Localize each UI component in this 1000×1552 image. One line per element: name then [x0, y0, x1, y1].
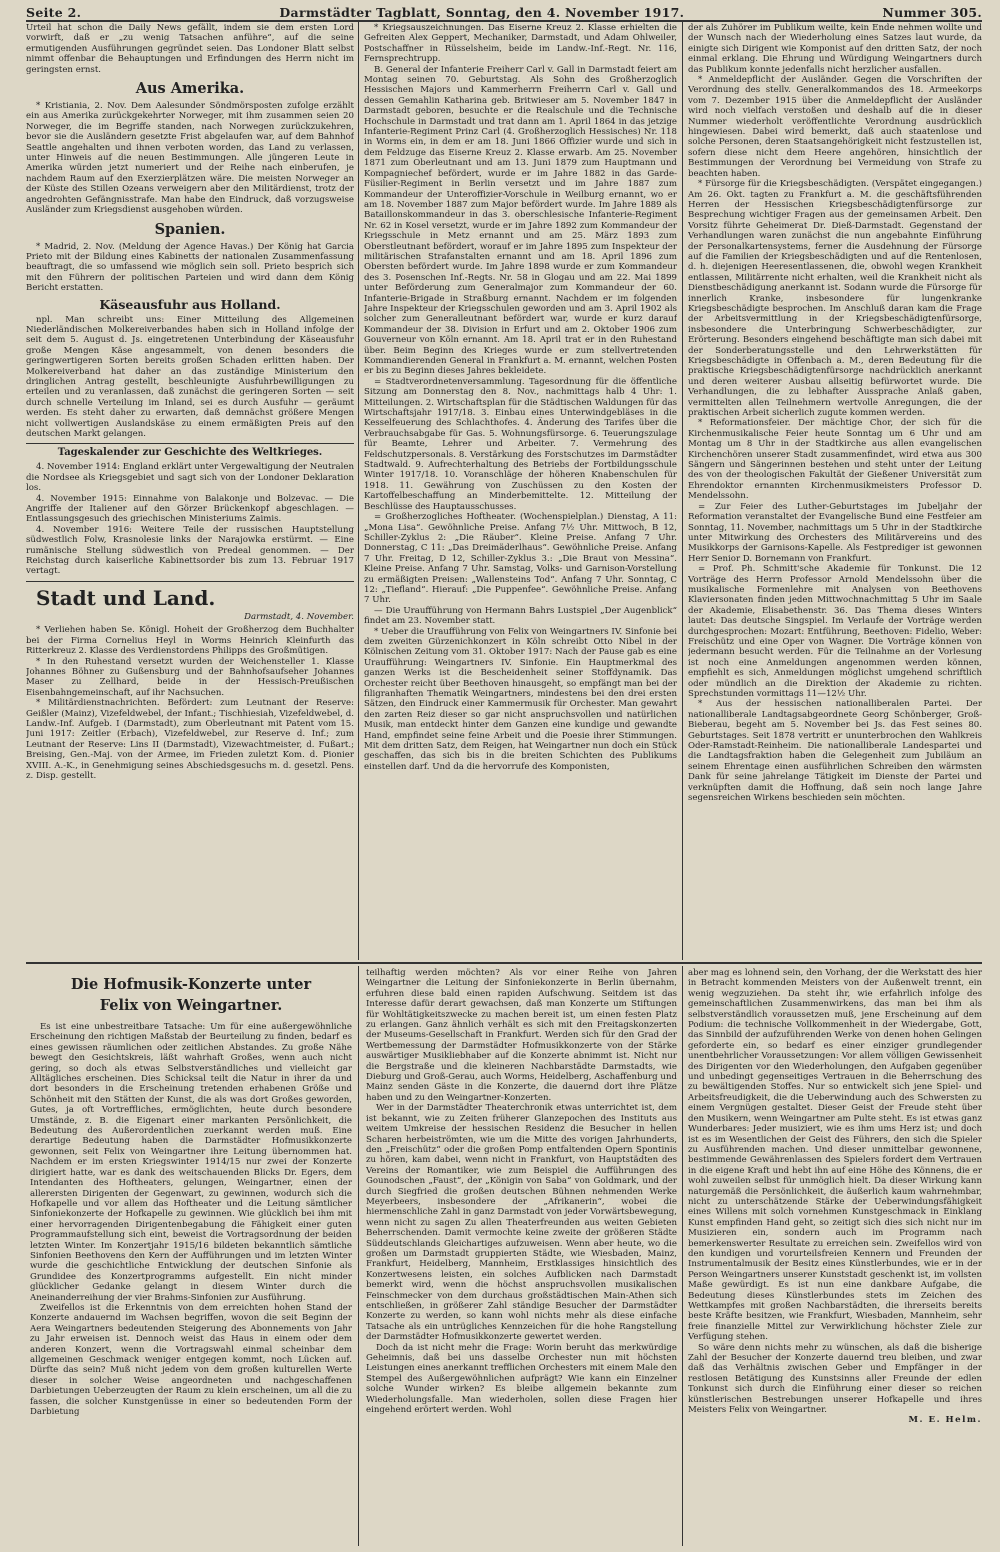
article-text: * Madrid, 2. Nov. (Meldung der Agence Havas.) Der König hat Garcia Prieto mit der Bildung eines Kabinetts der nationalen Zusammenfassung beauftragt, die so umfassend wie möglich sein soll. Prieto besprich sich mit den Führern der politischen Parteien und wird dann dem König Bericht erstatten.	[26, 241, 354, 294]
column-rule	[358, 22, 359, 960]
calendar-entry: 4. November 1916: Weitere Teile der russischen Hauptstellung südwestlich Folw, Krasnolesie links der Narajowka erstürmt. — Eine rumänische Stellung südwestlich von Predeal genommen. — Der Reichstag durch kaiserliche Kabinettsorder bis zum 13. Februar 1917 vertagt.	[26, 524, 354, 577]
article-text: * Reformationsfeier. Der mächtige Chor, der sich für die Kirchenmusikalische Feier heute Sonntag um 6 Uhr und am Montag um 8 Uhr in der Stadtkirche aus allen evangelischen Kirchenchören unserer Stadt zusammenfindet, wird etwa aus 300 Sängern und Sängerinnen bestehen und steht unter der Leitung des von der theologischen Fakultät der Gießener Universität zum Ehrendoktor ernannten Kirchenmusikmeisters Professor D. Mendelssohn.	[688, 418, 982, 502]
article-text: * Militärdienstnachrichten. Befördert: zum Leutnant der Reserve: Geißler (Mainz), Vizefeldwebel, der Infant.; Tischhiesiah, Vizefeldwebel, d. Landw.-Inf. Aufgeb. I (Darmstadt), zum Oberleutnant mit Patent vom 15. Juni 1917: Zeitler (Erbach), Vizefeldwebel, zur Reserve d. Inf.; zum Leutnant der Reserve: Lins II (Darmstadt), Vizewachtmeister, d. Fußart.; Breising, Gen.-Maj. von der Armee, im Frieden zuletzt Kom. d. Pionier XVIII. A.-K., in Genehmigung seines Abschiedsgesuchs m. d. gesetzl. Pens. z. Disp. gestellt.	[26, 698, 354, 781]
calendar-entry: 4. November 1914: England erklärt unter Vergewaltigung der Neutralen die Nordsee als Kriegsgebiet und sagt sich von der Londoner Deklaration los.	[26, 462, 354, 494]
section-heading: Stadt und Land.	[36, 585, 216, 610]
column-rule	[682, 966, 683, 1546]
article-text: * Fürsorge für die Kriegsbeschädigten. (Verspätet eingegangen.) Am 26. Okt. tagten zu Frankfurt a. M. die geschäftsführenden Herren der Hessischen Kriegsbeschädigtenfürsorge zur Besprechung wichtiger Fragen aus der gemeinsamen Arbeit. Den Vorsitz führte Geheimerat Dr. Dieß-Darmstadt. Gegenstand der Verhandlungen waren zunächst die nun angebahnte Einführung der Personalkartensystems, ferner die Ausdehnung der Fürsorge auf die Familien der Kriegsbeschädigten und auf die Rentenlosen, d. h. diejenigen Heeresentlassenen, die, obwohl wegen Krankheit entlassen, Militärrente nicht erhalten, weil die Krankheit nicht als Dienstbeschädigung anerkannt ist. Sodann wurde die Fürsorge für innerlich Kranke, insbesondere für lungenkranke Kriegsbeschädigte besprochen. Im Anschluß daran kam die Frage der Arbeitsvermittlung in der Kriegsbeschädigtenfürsorge, insbesondere die Unterbringung Schwerbeschädigter, zur Erörterung. Besonders eingehend beschäftigte man sich dabei mit der Sonderberatungsstelle und den Lehrwerkstätten für Kriegsbeschädigte in Offenbach a. M., deren Bedeutung für die praktische Kriegsbeschädigtenfürsorge nachdrücklich anerkannt und deren weiterer Ausbau allseitig befürwortet wurde. Die Verhandlungen, die zu lebhafter Aussprache Anlaß gaben, vermittelten allen Teilnehmern wertvolle Anregungen, die der praktischen Arbeit sicherlich zugute kommen werden.	[688, 179, 982, 419]
dateline: Darmstadt, 4. November.	[244, 611, 354, 622]
feuilleton-column-2	[366, 968, 677, 1546]
column-1	[26, 23, 354, 960]
article-text: npl. Man schreibt uns: Einer Mitteilung des Allgemeinen Niederländischen Molkereiverbandes haben sich in Holland infolge der seit dem 5. August d. Js. eingetretenen Unterbindung der Käseausfuhr große Mengen Käse angesammelt, von denen besonders die geringwertigeren Sorten bereits großen Schaden erlitten haben. Der Molkereiverband hat daher an das zuständige Ministerium den dringlichen Antrag gestellt, beschleunigte Ausfuhrbewilligungen zu erteilen und zu veranlassen, daß zunächst die geringeren Sorten — seit durch schnelle Verteilung im Inland, sei es durch Ausfuhr — geräumt werden. Es steht daher zu erwarten, daß demnächst größere Mengen nicht vollwertigen Auslandskäse zu einem ermäßigten Preis auf den deutschen Markt gelangen.	[26, 314, 354, 439]
article-text: * Verliehen haben Se. Königl. Hoheit der Großherzog dem Buchhalter bei der Firma Cornelius Heyl in Worms Heinrich Kleinfurth das Ritterkreuz 2. Klasse des Verdienstordens Philipps des Großmütigen.	[26, 625, 354, 657]
article-text: aber mag es lohnend sein, den Vorhang, der die Werkstatt des hier in Betracht kommenden Meisters von der Außenwelt trennt, ein wenig wegzuziehen. Da steht ihr, wie erfahrlich infolge des gemeinschaftlichen Zusammenwirkens, das man bei ihm als selbstverständlich voraussetzen muß, jene Erscheinung auf dem Podium: die technische Vollkommenheit in der Wiedergabe, Gott, das Sinnbild der aufzuführenden Werke von denen hohen Gelingen geforderte ein, so bedarf es einer einziger grundlegender unentbehrlicher Voraussetzungen: Vor allem völligen Gewissenheit des Dirigenten vor den Wiederholungen, den Aufgaben gegenüber und unbedingt gegenseitiges Vertrauen in die Beherrschung des zu bewältigenden Stoffes. Nur so entwickelt sich jene Spiel- und Arbeitsfreudigkeit, die die Ueberwindung auch des Schwersten zu einem Vergnügen gestaltet. Dieser Geist der Freude steht über den Musikern, wenn Weingartner am Pulte steht. Es ist etwas ganz Wunderbares: Jeder musiziert, wie es ihm ums Herz ist; und doch ist es im Wesentlichen der Geist des Führers, den sich die Spieler zu Ausführenden machen. Und dieser unmittelbar gewonnene, bestimmende Gewährenlassen des Spielers fordert dem Vertrauen in die eigene Kraft und hebt ihn auf eine Höhe des Könnens, die er wohl zuweilen selbst für unmöglich hielt. Da dieser Wirkung kann naturgemäß die Persönlichkeit, die äußerlich kaum wahrnehmbar, nicht zu unterschätzende Stärke der Ueberwindungsfähigkeit eines Willens mit solch vornehmen Kunstgeschmack in Einklang Kunst empfinden Hand geht, so zeitigt sich dies sich nicht nur im Musizieren ein, sondern auch im Programm nach bemerkenswerter Resultate zu erreichen sein. Zweifellos wird von den kundigen und vorurteilsfreien Kennern und Freunden der Instrumentalmusik der Besitz eines Künstlerbundes, wie er in der Person Weingartners unserer Kunststadt geschenkt ist, im vollsten Maße gewürdigt. Es ist nun eine dankbare Aufgabe, die Bedeutung dieses Künstlerbundes stets im Zeichen des Wettkampfes mit großen Nachbarstädten, die ihrerseits bereits beste Kräfte besitzen, wie Frankfurt, Wiesbaden, Mannheim, sehr freie finanzielle Mittel zur Verwirklichung höchster Ziele zur Verfügung stehen.	[688, 968, 982, 1343]
masthead	[26, 4, 982, 20]
article-text: * Kristiania, 2. Nov. Dem Aalesunder Söndmörsposten zufolge erzählt ein aus Amerika zurückgekehrter Norweger, mit ihm zusammen seien 20 Norweger, die im Begriffe standen, nach Norwegen zurückzukehren, bevor sie die Ausländern gesetzte Frist abgelaufen war, auf dem Bahnhof Seattle angehalten und ihnen verboten worden, das Land zu verlassen, unter Hinweis auf die neuen Bestimmungen. Alle jüngeren Leute in Amerika würden jetzt numeriert und der Reihe nach einberufen, je nachdem Raum auf den Exerzierplätzen wäre. Die meisten Norweger an der Küste des Stillen Ozeans verweigern aber den Militärdienst, trotz der angedrohten Gefängnisstrafe. Man habe den Eindruck, daß vorzugsweise Ausländer zum Kriegsdienst ausgehoben würden.	[26, 101, 354, 216]
column-rule	[358, 966, 359, 1546]
column-rule	[682, 22, 683, 960]
article-text: Wer in der Darmstädter Theaterchronik etwas unterrichtet ist, dem ist bekannt, wie zu Zeiten früherer Glanzepochen des Instituts aus weitem Umkreise der hessischen Residenz die Besucher in hellen Scharen herbeiströmten, wie um die Mitte des vorigen Jahrhunderts, den „Freischütz“ oder die großen Pomp entfaltenden Opern Spontinis zu hören, kam dabei, wenn nicht in Frankfurt, von Hauptstädten des Vereins der Romantiker, wie zum Beispiel die Aufführungen des Gounodschen „Faust“, der „Königin von Saba“ von Goldmark, und der durch Siegfried die großen deutschen Bühnen nehmenden Werke Meyerbeers, insbesondere der „Afrikanerin“, wobei die hiermenschliche Zahl in ganz Darmstadt von jeder Vorwärtsbewegung, wenn nicht zu sagen Zu allen Theaterfreunden aus weiten Gebieten Beherrschenden. Damit vermochte keine zweite der größeren Städte Süddeutschlands Gleichartiges aufzuweisen. Wenn aber heute, wo die großen um Darmstadt gruppierten Städte, wie Wiesbaden, Mainz, Frankfurt, Heidelberg, Mannheim, Erstklassiges hinsichtlich des Konzertwesens leisten, ein solches Aufblicken nach Darmstadt bemerkt wird, wenn die höchst anspruchsvollen musikalischen Feinschmecker von dem durchaus großstädtischen Main-Athen sich entschließen, in größerer Zahl ständige Besucher der Darmstädter Konzerte zu werden, so kann wohl nichts mehr als diese einfache Tatsache als ein untrügliches Kennzeichen für die hohe Rangstellung der Darmstädter Hofmusikkonzerte gewertet werden.	[366, 1103, 677, 1343]
feuilleton-title-line-2: Felix von Weingartner.	[99, 997, 283, 1014]
column-3	[688, 23, 982, 960]
article-text: * In den Ruhestand versetzt wurden der Weichensteller 1. Klasse Johannes Böhner zu Gußensburg und der Bahnhofsaufseher Johannes Maser zu Zellhard, beide in der Hessisch-Preußischen Eisenbahngemeinschaft, auf ihr Nachsuchen.	[26, 656, 354, 698]
article-text: So wäre denn nichts mehr zu wünschen, als daß die bisherige Zahl der Besucher der Konzerte dauernd treu bleiben, und zwar daß das Verhältnis zwischen Geber und Empfänger in der restlosen Betätigung des Kunstsinns aller Freunde der edlen Tonkunst sich durch die Einführung einer dieser so reichen künstlerischen Bestrebungen unserer Hofkapelle und ihres Meisters Felix von Weingartner.	[688, 1342, 982, 1416]
article-text: B. General der Infanterie Freiherr Carl v. Gall in Darmstadt feiert am Montag seinen 70. Geburtstag. Als Sohn des Großherzoglich Hessischen Majors und Kammerherrn Freiherrn Carl v. Gall und dessen Gemahlin Katharina geb. Britwieser am 5. November 1847 in Darmstadt geboren, besuchte er die Realschule und die Technische Hochschule in Darmstadt und trat dann am 1. April 1864 in das jetzige Infanterie-Regiment Prinz Carl (4. Großherzoglich Hessisches) Nr. 118 in Worms ein, in dem er am 18. Juni 1866 Offizier wurde und sich in dem Feldzuge das Eiserne Kreuz 2. Klasse erwarb. Am 25. November 1871 zum Oberleutnant und am 13. Juni 1879 zum Hauptmann und Kompagniechef befördert, wurde er im Jahre 1882 in das Garde-Füsilier-Regiment in Berlin versetzt und im Jahre 1887 zum Kommandeur der Unteroffizier-Vorschule in Weilburg ernannt, wo er am 18. November 1887 zum Major befördert wurde. Im Jahre 1889 als Bataillonskommandeur in das 3. oberschlesische Infanterie-Regiment Nr. 62 in Kosel versetzt, wurde er im Jahre 1892 zum Kommandeur der Kriegsschule in Metz ernannt und am 25. März 1893 zum Oberstleutnant befördert, worauf er im Jahre 1895 zum Inspekteur der militärischen Strafanstalten ernannt und am 18. April 1896 zum Obersten befördert wurde. Im Jahre 1898 wurde er zum Kommandeur des 3. Posenschen Inf.-Regts. Nr. 58 in Glogau und am 22. Mai 1899 unter Beförderung zum Generalmajor zum Kommandeur der 60. Infanterie-Brigade in Straßburg ernannt. Nachdem er im folgenden Jahre Inspekteur der Kriegsschulen geworden und am 3. April 1902 als solcher zum Generalleutnant befördert war, wurde er kurz darauf Kommandeur der 38. Division in Erfurt und am 2. Oktober 1906 zum Gouverneur von Köln ernannt. Am 18. April trat er in den Ruhestand über. Beim Beginn des Krieges wurde er zum stellvertretenden Kommandierenden General in Frankfurt a. M. ernannt, welchen Posten er bis zu Beginn dieses Jahres bekleidete.	[364, 64, 677, 377]
section-heading: Aus Amerika.	[135, 80, 245, 98]
article-text: * Anmeldepflicht der Ausländer. Gegen die Vorschriften der Verordnung des stellv. Generalkommandos des 18. Armeekorps vom 7. Dezember 1915 über die Anmeldepflicht der Ausländer wird noch vielfach verstoßen und deshalb auf die in dieser Nummer wiederholt veröffentlichte Verordnung ausdrücklich hingewiesen. Dabei wird bemerkt, daß auch staatenlose und solche Personen, deren Staatsangehörigkeit nicht festzustellen ist, sofern diese nicht dem Heere angehören, hinsichtlich der Bestimmungen der Verordnung bei Vermeidung von Strafe zu beachten haben.	[688, 75, 982, 179]
column-2	[364, 23, 677, 960]
divider	[26, 443, 354, 444]
article-text: Zweifellos ist die Erkenntnis von dem erreichten hohen Stand der Konzerte andauernd im Wachsen begriffen, wovon die seit Beginn der Aera Weingartners bedeutenden Steigerung des Abonnements von Jahr zu Jahr erweisen ist. Dennoch weist das Haus in einem oder dem anderen Konzert, wenn die Vortragswahl einmal scheinbar dem allgemeinen Geschmack weniger entgegen kommt, noch Lücken auf. Dürfte das sein? Muß nicht jedem von dem großen kulturellen Werte dieser in solcher Weise angeordneten und nachgeschaffenen Darbietungen Ueberzeugten der Raum zu klein erscheinen, um all die zu fassen, die solcher Kunstgenüsse in einer so bedeutenden Form der Darbietung	[30, 1302, 352, 1418]
article-text: = Zur Feier des Luther-Geburtstages im Jubeljahr der Reformation veranstaltet der Evangelische Bund eine Festfeier am Sonntag, 11. November, nachmittags um 5 Uhr in der Stadtkirche unter Mitwirkung des Orchesters des Militärvereins und des Musikkorps der Garnisons-Kapelle. Als Festprediger ist gewonnen Herr Senior D. Bornemann von Frankfurt.	[688, 501, 982, 564]
page-number: Seite 2.	[26, 4, 82, 20]
feuilleton-title-line-1: Die Hofmusik-Konzerte unter	[70, 976, 312, 993]
article-text: = Stadtverordnetenversammlung. Tagesordnung für die öffentliche Sitzung am Donnerstag den 8. Nov., nachmittags halb 4 Uhr: 1. Mitteilungen. 2. Wirtschaftsplan für die Städtischen Waldungen für das Wirtschaftsjahr 1917/18. 3. Einbau eines Unterwindgebläses in die Kesselfeuerung des Schlachthofes. 4. Änderung des Tarifes über die Verbrauchsabgabe für Gas. 5. Wohnungsfürsorge. 6. Teuerungszulage für Beamte, Lehrer und Arbeiter. 7. Vermehrung des Feldschutzpersonals. 8. Verstärkung des Forstschutzes im Darmstädter Stadtwald. 9. Aufrechterhaltung des Betriebs der Fortbildungsschule Winter 1917/18. 10. Voranschläge der höheren Knabenschulen für 1918. 11. Gewährung von Zuschüssen zu den Kosten der Kartoffelbeschaffung an Minderbemittelte. 12. Mitteilung der Beschlüsse des Hauptausschusses.	[364, 376, 677, 512]
masthead-rule	[26, 20, 982, 22]
feuilleton-rule	[26, 962, 982, 964]
calendar-entry: 4. November 1915: Einnahme von Balakonje und Bolzevac. — Die Angriffe der Italiener auf den Görzer Brückenkopf abgeschlagen. — Entlassungsgesuch des griechischen Ministeriums Zaimis.	[26, 493, 354, 525]
feuilleton-column-1	[30, 968, 352, 1546]
article-text: = Prof. Ph. Schmitt'sche Akademie für Tonkunst. Die 12 Vorträge des Herrn Professor Arnold Mendelssohn über die musikalische Formenlehre mit Analysen von Beethovens Klaviersonaten finden jeden Mittwochnachmittag 5 Uhr im Saale der Akademie, Elisabethenstr. 36. Das Thema dieses Winters lautet: Das deutsche Singspiel. Im Verlaufe der Vorträge werden durchgesprochen: Mozart: Entführung, Beethoven: Fidelio, Weber: Freischütz und eine Oper von Wagner. Die Vorträge können von jedermann besucht werden. Für die Teilnahme an der Vorlesung ist noch eine Anmeldungen angenommen werden können, empfiehlt es sich, Anmeldungen möglichst umgehend schriftlich oder mündlich an die Direktion der Akademie zu richten. Sprechstunden vormittags 11—12½ Uhr.	[688, 564, 982, 699]
article-text: teilhaftig werden möchten? Als vor einer Reihe von Jahren Weingartner die Leitung der Sinfoniekonzerte in Berlin übernahm, erfuhren diese bald einen rapiden Aufschwung. Seitdem ist das Interesse dafür derart gewachsen, daß man Konzerte um Stiftungen für Wohltätigkeitszwecke zu machen bereit ist, um einen festen Platz zu erlangen. Ganz ähnlich verhält es sich mit den Freitagskonzerten der Museums-Gesellschaft in Frankfurt. Werden sich für den Grad der Wertbemessung der Darmstädter Hofmusikkonzerte von der Stärke auswärtiger Musikliebhaber auf die Konzerte abnimmt ist. Nicht nur die Bergstraße und die kleineren Nachbarstädte Darmstadts, wie Dieburg und Groß-Gerau, auch Worms, Heidelberg, Aschaffenburg und Mainz senden Gäste in die Konzerte, die dauernd dort ihre Plätze haben und zu den Weingartner-Konzerten.	[366, 968, 677, 1103]
article-text: Urteil hat schon die Daily News gefällt, indem sie dem ersten Lord vorwirft, daß er „zu wenig Tatsachen anführe“, auf die seine ermutigenden Ausführungen gegründet seien. Das Londoner Blatt selbst nimmt offenbar die Behauptungen und Erfindungen des Herrn nicht im geringsten ernst.	[26, 23, 354, 75]
section-heading: Spanien.	[154, 220, 226, 238]
article-text: * Ueber die Uraufführung von Felix von Weingartners IV. Sinfonie bei dem zweiten Gürzenichkonzert in Köln schreibt Otto Nibel in der Kölnischen Zeitung vom 31. Oktober 1917: Nach der Pause gab es eine Uraufführung: Weingartners IV. Sinfonie. Ein Hauptmerkmal des ganzen Werks ist die Bescheidenheit seiner Stoffdynamik. Das Orchester reicht über Beethoven hinausgeht, so empfängt man bei der filigranhaften Thematik Weingartners, mindestens bei den drei ersten Sätzen, den Eindruck einer Kammermusik für Orchester. Man gewahrt den zarten Reiz dieser so gar nicht anspruchsvollen und natürlichen Musik, man entdeckt hinter dem Ganzen eine kundige und gewandte Hand, empfindet seine feine Arbeit und die Poesie ihrer Stimmungen. Mit dem dritten Satz, dem Reigen, hat Weingartner nun doch ein Stück geschaffen, das sich bis in die breiten Schichten des Publikums einstellen darf. Und da die hervorrufe des Komponisten,	[364, 626, 677, 772]
article-text: Es ist eine unbestreitbare Tatsache: Um für eine außergewöhnliche Erscheinung den richtigen Maßstab der Beurteilung zu finden, bedarf es eines gewissen räumlichen oder zeitlichen Abstandes. Zu große Nähe bewegt den Gesichtskreis, läßt wahrhaft Großes, wenn auch nicht gering, so doch als etwas Selbstverständliches und vielleicht gar Alltägliches erscheinen. Dies Schicksal teilt die Natur in ihrer da und dort besonders in die Erscheinung tretenden erhabenen Größe und Schönheit mit den Stätten der Kunst, die als was dort Großes geworden, Gutes, ja oft Vortreffliches, ermöglichten, heute durch besondere Umstände, z. B. die Eigenart einer markanten Persönlichkeit, die Bedeutung des Außerordentlichen zuerkannt werden muß. Eine derartige Bedeutung haben die Darmstädter Hofmusikkonzerte gewonnen, seit Felix von Weingartner ihre Leitung übernommen hat. Nachdem er im ersten Kriegswinter 1914/15 nur zwei der Konzerte dirigiert hatte, war es dank des weitschauenden Blicks Dr. Egers, dem Intendanten des Hoftheaters, gelungen, Weingartner, einen der allerersten Dirigenten der Gegenwart, zu gewinnen, wodurch sich die Hofkapelle und vor allem das Hoftheater und die Leitung sämtlicher Sinfoniekonzerte der Hofkapelle zu gewinnen. Wie glücklich bei ihm mit einer hervorragenden Dirigentenbegabung die Fähigkeit einer guten Programmaufstellung sich eint, beweist die Vortragsordnung der beiden letzten Winter. Im Konzertjahr 1915/16 bildeten bekanntlich sämtliche Sinfonien Beethovens den Kern der Aufführungen und im letzten Winter wurde die geschichtliche Entwicklung der deutschen Sinfonie als Grundidee des Konzertprogramms aufgestellt. Ein nicht minder glücklicher Gedanke gelangt in diesem Winter durch die Aneinanderreihung der vier Brahms-Sinfonien zur Ausführung.	[30, 1022, 352, 1303]
section-heading: Tageskalender zur Geschichte des Weltkrieges.	[57, 447, 323, 459]
article-text: * Kriegsauszeichnungen. Das Eiserne Kreuz 2. Klasse erhielten die Gefreiten Alex Geppert, Mechaniker, Darmstadt, und Adam Ohlweiler, Postschaffner in Rüsselsheim, beide im Landw.-Inf.-Regt. Nr. 116, Fernsprechtrupp.	[364, 23, 677, 65]
newspaper-title: Darmstädter Tagblatt, Sonntag, den 4. November 1917.	[279, 4, 685, 20]
feuilleton-column-3	[688, 968, 982, 1546]
article-text: Doch da ist nicht mehr die Frage: Worin beruht das merkwürdige Geheimnis, daß bei uns dasselbe Orchester nun mit höchsten Leistungen eines anerkannt trefflichen Orchesters mit einem Male den Stempel des Außergewöhnlichen aufprägt? Wie kann ein Einzelner solche Wunder wirken? Es bleibe allgemein bekannte zum Wiederholungsfalle. Man wiederholen, sollen diese Fragen hier eingehend erörtert werden. Wohl	[366, 1342, 677, 1416]
section-heading: Käseausfuhr aus Holland.	[99, 296, 281, 312]
divider	[26, 581, 354, 582]
article-text: = Großherzogliches Hoftheater. (Wochenspielplan.) Dienstag, A 11: „Mona Lisa“. Gewöhnliche Preise. Anfang 7½ Uhr. Mittwoch, B 12, Schiller-Zyklus 2: „Die Räuber“. Kleine Preise. Anfang 7 Uhr. Donnerstag, C 11: „Das Dreimäderlhaus“. Gewöhnliche Preise. Anfang 7 Uhr. Freitag, D 12, Schiller-Zyklus 3.: „Die Braut von Messina“. Kleine Preise. Anfang 7 Uhr. Samstag, Volks- und Garnison-Vorstellung zu ermäßigten Preisen: „Wallensteins Tod“. Anfang 7 Uhr. Sonntag, C 12: „Tiefland“. Hierauf: „Die Puppenfee“. Gewöhnliche Preise. Anfang 7 Uhr.	[364, 512, 677, 606]
article-text: * Aus der hessischen nationalliberalen Partei. Der nationalliberale Landtagsabgeordnete Georg Schönberger, Groß-Bieberau, begeht am 5. November bei Js. das Fest seines 80. Geburtstages. Seit 1878 vertritt er ununterbrochen den Wahlkreis Oder-Ramstadt-Reinheim. Die nationalliberale Landespartei und die Landtagsfraktion haben die Gelegenheit zum Jubiläum an seinem Ehrentage einen ausführlichen Schreiben den wärmsten Dank für seine jahrelange Tätigkeit im Dienste der Partei und verknüpften damit die Hoffnung, daß sein noch lange Jahre segensreichen Wirkens beschieden sein möchten.	[688, 699, 982, 804]
article-text: — Die Uraufführung von Hermann Bahrs Lustspiel „Der Augenblick“ findet am 23. November statt.	[364, 605, 677, 627]
article-text: der als Zuhörer im Publikum weilte, kein Ende nehmen wollte und der Wunsch nach der Wiederholung eines Satzes laut wurde, da einigte sich Dirigent wie Komponist auf den dritten Satz, der noch einmal erklang. Die Ehrung und Würdigung Weingartners durch das Publikum konnte jedenfalls nicht herzlicher ausfallen.	[688, 23, 982, 75]
author-signature: M. E. Helm.	[908, 1415, 982, 1426]
issue-number: Nummer 305.	[882, 4, 982, 20]
